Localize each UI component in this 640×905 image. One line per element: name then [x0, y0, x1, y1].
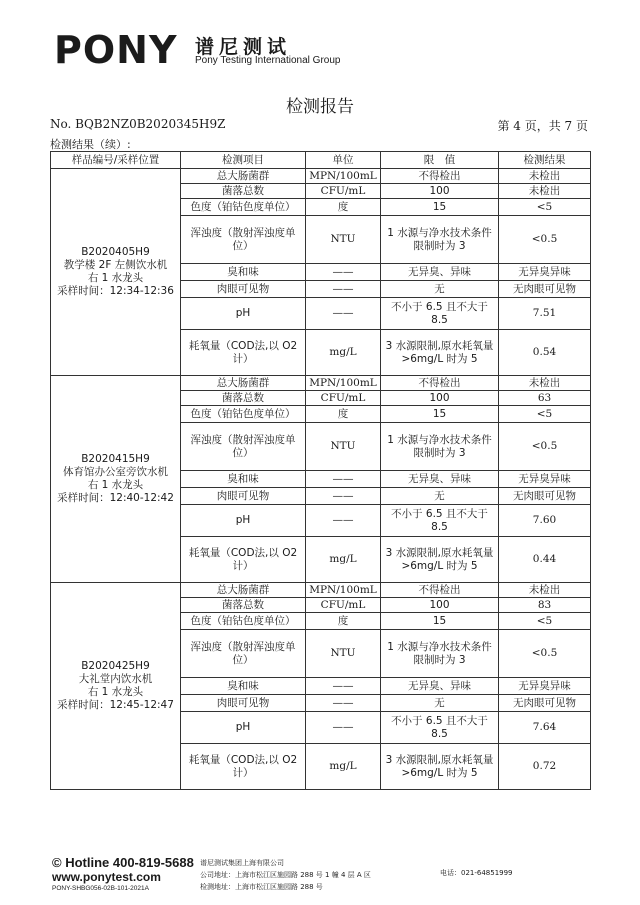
footer-addresses — [200, 857, 371, 893]
limit-cell: 1 水源与净水技术条件限制时为 3 — [381, 216, 499, 264]
unit-cell: —— — [306, 678, 381, 695]
test-item-cell: 总大肠菌群 — [181, 583, 306, 598]
limit-cell: 不小于 6.5 且不大于 8.5 — [381, 712, 499, 744]
unit-cell: —— — [306, 471, 381, 488]
test-item-cell: 臭和味 — [181, 678, 306, 695]
test-item-cell: 总大肠菌群 — [181, 169, 306, 184]
sample-id: B2020405H9 — [81, 246, 150, 258]
test-item-cell: 臭和味 — [181, 264, 306, 281]
limit-cell: 1 水源与净水技术条件限制时为 3 — [381, 423, 499, 471]
sampling-time: 采样时间：12:45-12:47 — [57, 699, 174, 711]
result-cell: 无异臭异味 — [499, 471, 591, 488]
sample-location: 大礼堂内饮水机 — [78, 673, 153, 685]
result-cell: 7.60 — [499, 505, 591, 537]
unit-cell: —— — [306, 281, 381, 298]
col-header-sample: 样品编号/采样位置 — [51, 152, 181, 169]
test-item-cell: 浑浊度（散射浑浊度单位） — [181, 216, 306, 264]
unit-cell: CFU/mL — [306, 184, 381, 199]
sample-info-cell — [51, 169, 181, 376]
test-item-cell: 色度（铂钴色度单位） — [181, 613, 306, 630]
col-header-result: 检测结果 — [499, 152, 591, 169]
unit-cell: MPN/100mL — [306, 376, 381, 391]
unit-cell: —— — [306, 264, 381, 281]
company-name-cn: 谱尼测试 — [195, 36, 292, 58]
limit-cell: 100 — [381, 598, 499, 613]
sample-location: 体育馆办公室旁饮水机 — [63, 466, 168, 478]
result-cell: 63 — [499, 391, 591, 406]
company-logo: PONY — [54, 28, 178, 72]
limit-cell: 无异臭、异味 — [381, 471, 499, 488]
result-cell: <0.5 — [499, 423, 591, 471]
result-cell: 无异臭异味 — [499, 678, 591, 695]
limit-cell: 3 水源限制,原水耗氧量>6mg/L 时为 5 — [381, 330, 499, 376]
result-cell: 无肉眼可见物 — [499, 695, 591, 712]
unit-cell: —— — [306, 695, 381, 712]
unit-cell: —— — [306, 488, 381, 505]
limit-cell: 15 — [381, 199, 499, 216]
unit-cell: NTU — [306, 630, 381, 678]
unit-cell: NTU — [306, 423, 381, 471]
unit-cell: —— — [306, 505, 381, 537]
limit-cell: 100 — [381, 184, 499, 199]
sample-info-cell — [51, 376, 181, 583]
page-info: 第 4 页，共 7 页 — [497, 119, 588, 133]
limit-cell: 无 — [381, 281, 499, 298]
limit-cell: 15 — [381, 406, 499, 423]
result-cell: 无肉眼可见物 — [499, 281, 591, 298]
col-header-unit: 单位 — [306, 152, 381, 169]
sample-info-cell — [51, 583, 181, 790]
result-cell: 0.44 — [499, 537, 591, 583]
test-item-cell: 肉眼可见物 — [181, 695, 306, 712]
company-name-en: Pony Testing International Group — [195, 55, 341, 66]
limit-cell: 不得检出 — [381, 583, 499, 598]
limit-cell: 无 — [381, 695, 499, 712]
test-item-cell: pH — [181, 505, 306, 537]
limit-cell: 1 水源与净水技术条件限制时为 3 — [381, 630, 499, 678]
test-item-cell: 菌落总数 — [181, 598, 306, 613]
section-label: 检测结果（续）: — [50, 138, 131, 151]
result-cell: 未检出 — [499, 583, 591, 598]
test-item-cell: 浑浊度（散射浑浊度单位） — [181, 630, 306, 678]
test-item-cell: 菌落总数 — [181, 391, 306, 406]
limit-cell: 100 — [381, 391, 499, 406]
result-cell: 无异臭异味 — [499, 264, 591, 281]
test-item-cell: 色度（铂钴色度单位） — [181, 406, 306, 423]
hotline: © Hotline 400-819-5688 — [52, 855, 194, 870]
footer-company: 谱尼测试集团上海有限公司 — [200, 859, 284, 867]
limit-cell: 无异臭、异味 — [381, 264, 499, 281]
result-cell: 0.72 — [499, 744, 591, 790]
sample-location-detail: 右 1 水龙头 — [87, 686, 144, 698]
results-table — [50, 151, 591, 790]
test-item-cell: 肉眼可见物 — [181, 488, 306, 505]
unit-cell: mg/L — [306, 537, 381, 583]
result-cell: 83 — [499, 598, 591, 613]
result-cell: <0.5 — [499, 216, 591, 264]
unit-cell: MPN/100mL — [306, 169, 381, 184]
unit-cell: MPN/100mL — [306, 583, 381, 598]
result-cell: <5 — [499, 199, 591, 216]
footer-phone: 电话：021-64851999 — [440, 869, 513, 877]
limit-cell: 3 水源限制,原水耗氧量>6mg/L 时为 5 — [381, 744, 499, 790]
limit-cell: 3 水源限制,原水耗氧量>6mg/L 时为 5 — [381, 537, 499, 583]
test-item-cell: 耗氧量（COD法,以 O2 计） — [181, 744, 306, 790]
test-item-cell: pH — [181, 298, 306, 330]
report-header — [50, 28, 590, 72]
limit-cell: 不小于 6.5 且不大于 8.5 — [381, 298, 499, 330]
unit-cell: 度 — [306, 613, 381, 630]
table-row — [51, 169, 591, 184]
result-cell: 7.51 — [499, 298, 591, 330]
report-title: 检测报告 — [286, 97, 354, 117]
result-cell: <5 — [499, 406, 591, 423]
limit-cell: 不得检出 — [381, 169, 499, 184]
website: www.ponytest.com — [52, 870, 161, 884]
col-header-limit: 限 值 — [381, 152, 499, 169]
result-cell: 未检出 — [499, 169, 591, 184]
test-item-cell: 总大肠菌群 — [181, 376, 306, 391]
sample-location-detail: 右 1 水龙头 — [87, 479, 144, 491]
result-cell: 未检出 — [499, 184, 591, 199]
table-header-row — [51, 152, 591, 169]
test-item-cell: pH — [181, 712, 306, 744]
sample-id: B2020415H9 — [81, 453, 150, 465]
test-item-cell: 耗氧量（COD法,以 O2 计） — [181, 537, 306, 583]
unit-cell: NTU — [306, 216, 381, 264]
footer-contact — [52, 855, 194, 894]
table-row — [51, 376, 591, 391]
sampling-time: 采样时间：12:40-12:42 — [57, 492, 174, 504]
unit-cell: 度 — [306, 406, 381, 423]
unit-cell: —— — [306, 712, 381, 744]
sample-location: 教学楼 2F 左侧饮水机 — [63, 259, 168, 271]
result-cell: <5 — [499, 613, 591, 630]
result-cell: 7.64 — [499, 712, 591, 744]
limit-cell: 无异臭、异味 — [381, 678, 499, 695]
result-cell: <0.5 — [499, 630, 591, 678]
table-body — [51, 169, 591, 790]
test-item-cell: 菌落总数 — [181, 184, 306, 199]
unit-cell: CFU/mL — [306, 391, 381, 406]
test-item-cell: 色度（铂钴色度单位） — [181, 199, 306, 216]
footer-test-address: 检测地址：上海市松江区施园路 288 号 — [200, 883, 323, 891]
sample-id: B2020425H9 — [81, 660, 150, 672]
result-cell: 未检出 — [499, 376, 591, 391]
limit-cell: 15 — [381, 613, 499, 630]
table-row — [51, 583, 591, 598]
limit-cell: 不得检出 — [381, 376, 499, 391]
test-item-cell: 耗氧量（COD法,以 O2 计） — [181, 330, 306, 376]
unit-cell: mg/L — [306, 330, 381, 376]
doc-code: PONY-SHBG056-02B-101-2021A — [52, 885, 149, 892]
test-item-cell: 臭和味 — [181, 471, 306, 488]
limit-cell: 不小于 6.5 且不大于 8.5 — [381, 505, 499, 537]
unit-cell: CFU/mL — [306, 598, 381, 613]
result-cell: 无肉眼可见物 — [499, 488, 591, 505]
unit-cell: —— — [306, 298, 381, 330]
sampling-time: 采样时间：12:34-12:36 — [57, 285, 174, 297]
unit-cell: mg/L — [306, 744, 381, 790]
test-item-cell: 浑浊度（散射浑浊度单位） — [181, 423, 306, 471]
unit-cell: 度 — [306, 199, 381, 216]
report-number: No. BQB2NZ0B2020345H9Z — [50, 117, 226, 131]
sample-location-detail: 右 1 水龙头 — [87, 272, 144, 284]
test-item-cell: 肉眼可见物 — [181, 281, 306, 298]
result-cell: 0.54 — [499, 330, 591, 376]
limit-cell: 无 — [381, 488, 499, 505]
footer-company-address: 公司地址：上海市松江区施园路 288 号 1 幢 4 层 A 区 — [200, 871, 371, 879]
col-header-item: 检测项目 — [181, 152, 306, 169]
